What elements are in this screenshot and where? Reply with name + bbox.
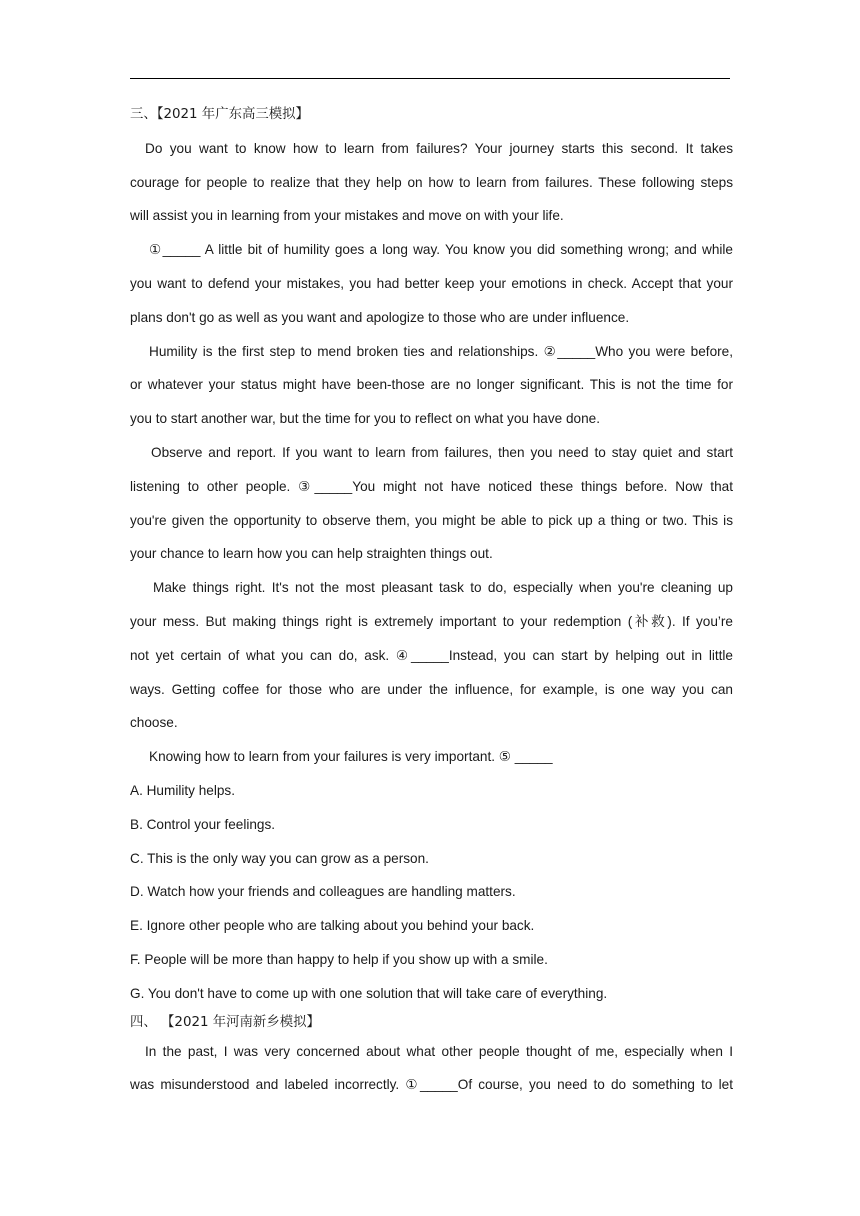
paragraph-line: was misunderstood and labeled incorrectly. ①_____Of course, you need to do something to let: [130, 1077, 733, 1093]
option-g: G. You don't have to come up with one solution that will take care of everything.: [130, 985, 608, 1001]
document-body: [130, 98, 733, 1102]
paragraph-line: plans don't go as well as you want and apologize to those who are under influence.: [130, 309, 630, 325]
option-b: B. Control your feelings.: [130, 816, 276, 832]
option-f: F. People will be more than happy to help if you show up with a smile.: [130, 951, 548, 967]
paragraph-line: will assist you in learning from your mistakes and move on with your life.: [130, 208, 564, 224]
paragraph-line: Humility is the first step to mend broken ties and relationships. ②_____Who you were before,: [149, 343, 733, 359]
paragraph-line: your mess. But making things right is extremely important to your redemption (补救). If you’re: [130, 613, 733, 629]
option-a: A. Humility helps.: [130, 782, 236, 798]
paragraph-line: ①_____ A little bit of humility goes a long way. You know you did something wrong; and while: [149, 242, 733, 258]
option-e: E. Ignore other people who are talking about you behind your back.: [130, 918, 535, 934]
paragraph-line: Make things right. It's not the most pleasant task to do, especially when you're cleaning up: [153, 580, 733, 596]
paragraph-line: not yet certain of what you can do, ask. ④_____Instead, you can start by helping out in little: [130, 647, 733, 663]
paragraph-line: Knowing how to learn from your failures is very important. ⑤ _____: [149, 749, 553, 765]
paragraph-line: you're given the opportunity to observe them, you might be able to pick up a thing or two. This is: [130, 512, 733, 528]
header-rule: [130, 78, 730, 79]
paragraph-line: Do you want to know how to learn from failures? Your journey starts this second. It takes: [145, 140, 733, 156]
paragraph-line: you want to defend your mistakes, you had better keep your emotions in check. Accept that your: [130, 275, 733, 291]
paragraph-line: courage for people to realize that they help on how to learn from failures. These following steps: [130, 174, 733, 190]
paragraph-line: you to start another war, but the time for you to reflect on what you have done.: [130, 411, 601, 427]
paragraph-line: your chance to learn how you can help straighten things out.: [130, 546, 493, 562]
paragraph-line: listening to other people. ③_____You might not have noticed these things before. Now that: [130, 478, 733, 494]
paragraph-line: In the past, I was very concerned about what other people thought of me, especially when I: [145, 1043, 733, 1059]
option-d: D. Watch how your friends and colleagues are handling matters.: [130, 884, 516, 900]
paragraph-line: choose.: [130, 715, 178, 731]
paragraph-line: Observe and report. If you want to learn from failures, then you need to stay quiet and start: [151, 444, 733, 460]
section-heading: 三、【2021 年广东高三模拟】: [130, 107, 309, 122]
paragraph-line: ways. Getting coffee for those who are under the influence, for example, is one way you can: [130, 681, 733, 697]
option-c: C. This is the only way you can grow as a person.: [130, 850, 429, 866]
paragraph-line: or whatever your status might have been-those are no longer significant. This is not the time for: [130, 377, 733, 393]
section-heading: 四、 【2021 年河南新乡模拟】: [130, 1014, 320, 1030]
